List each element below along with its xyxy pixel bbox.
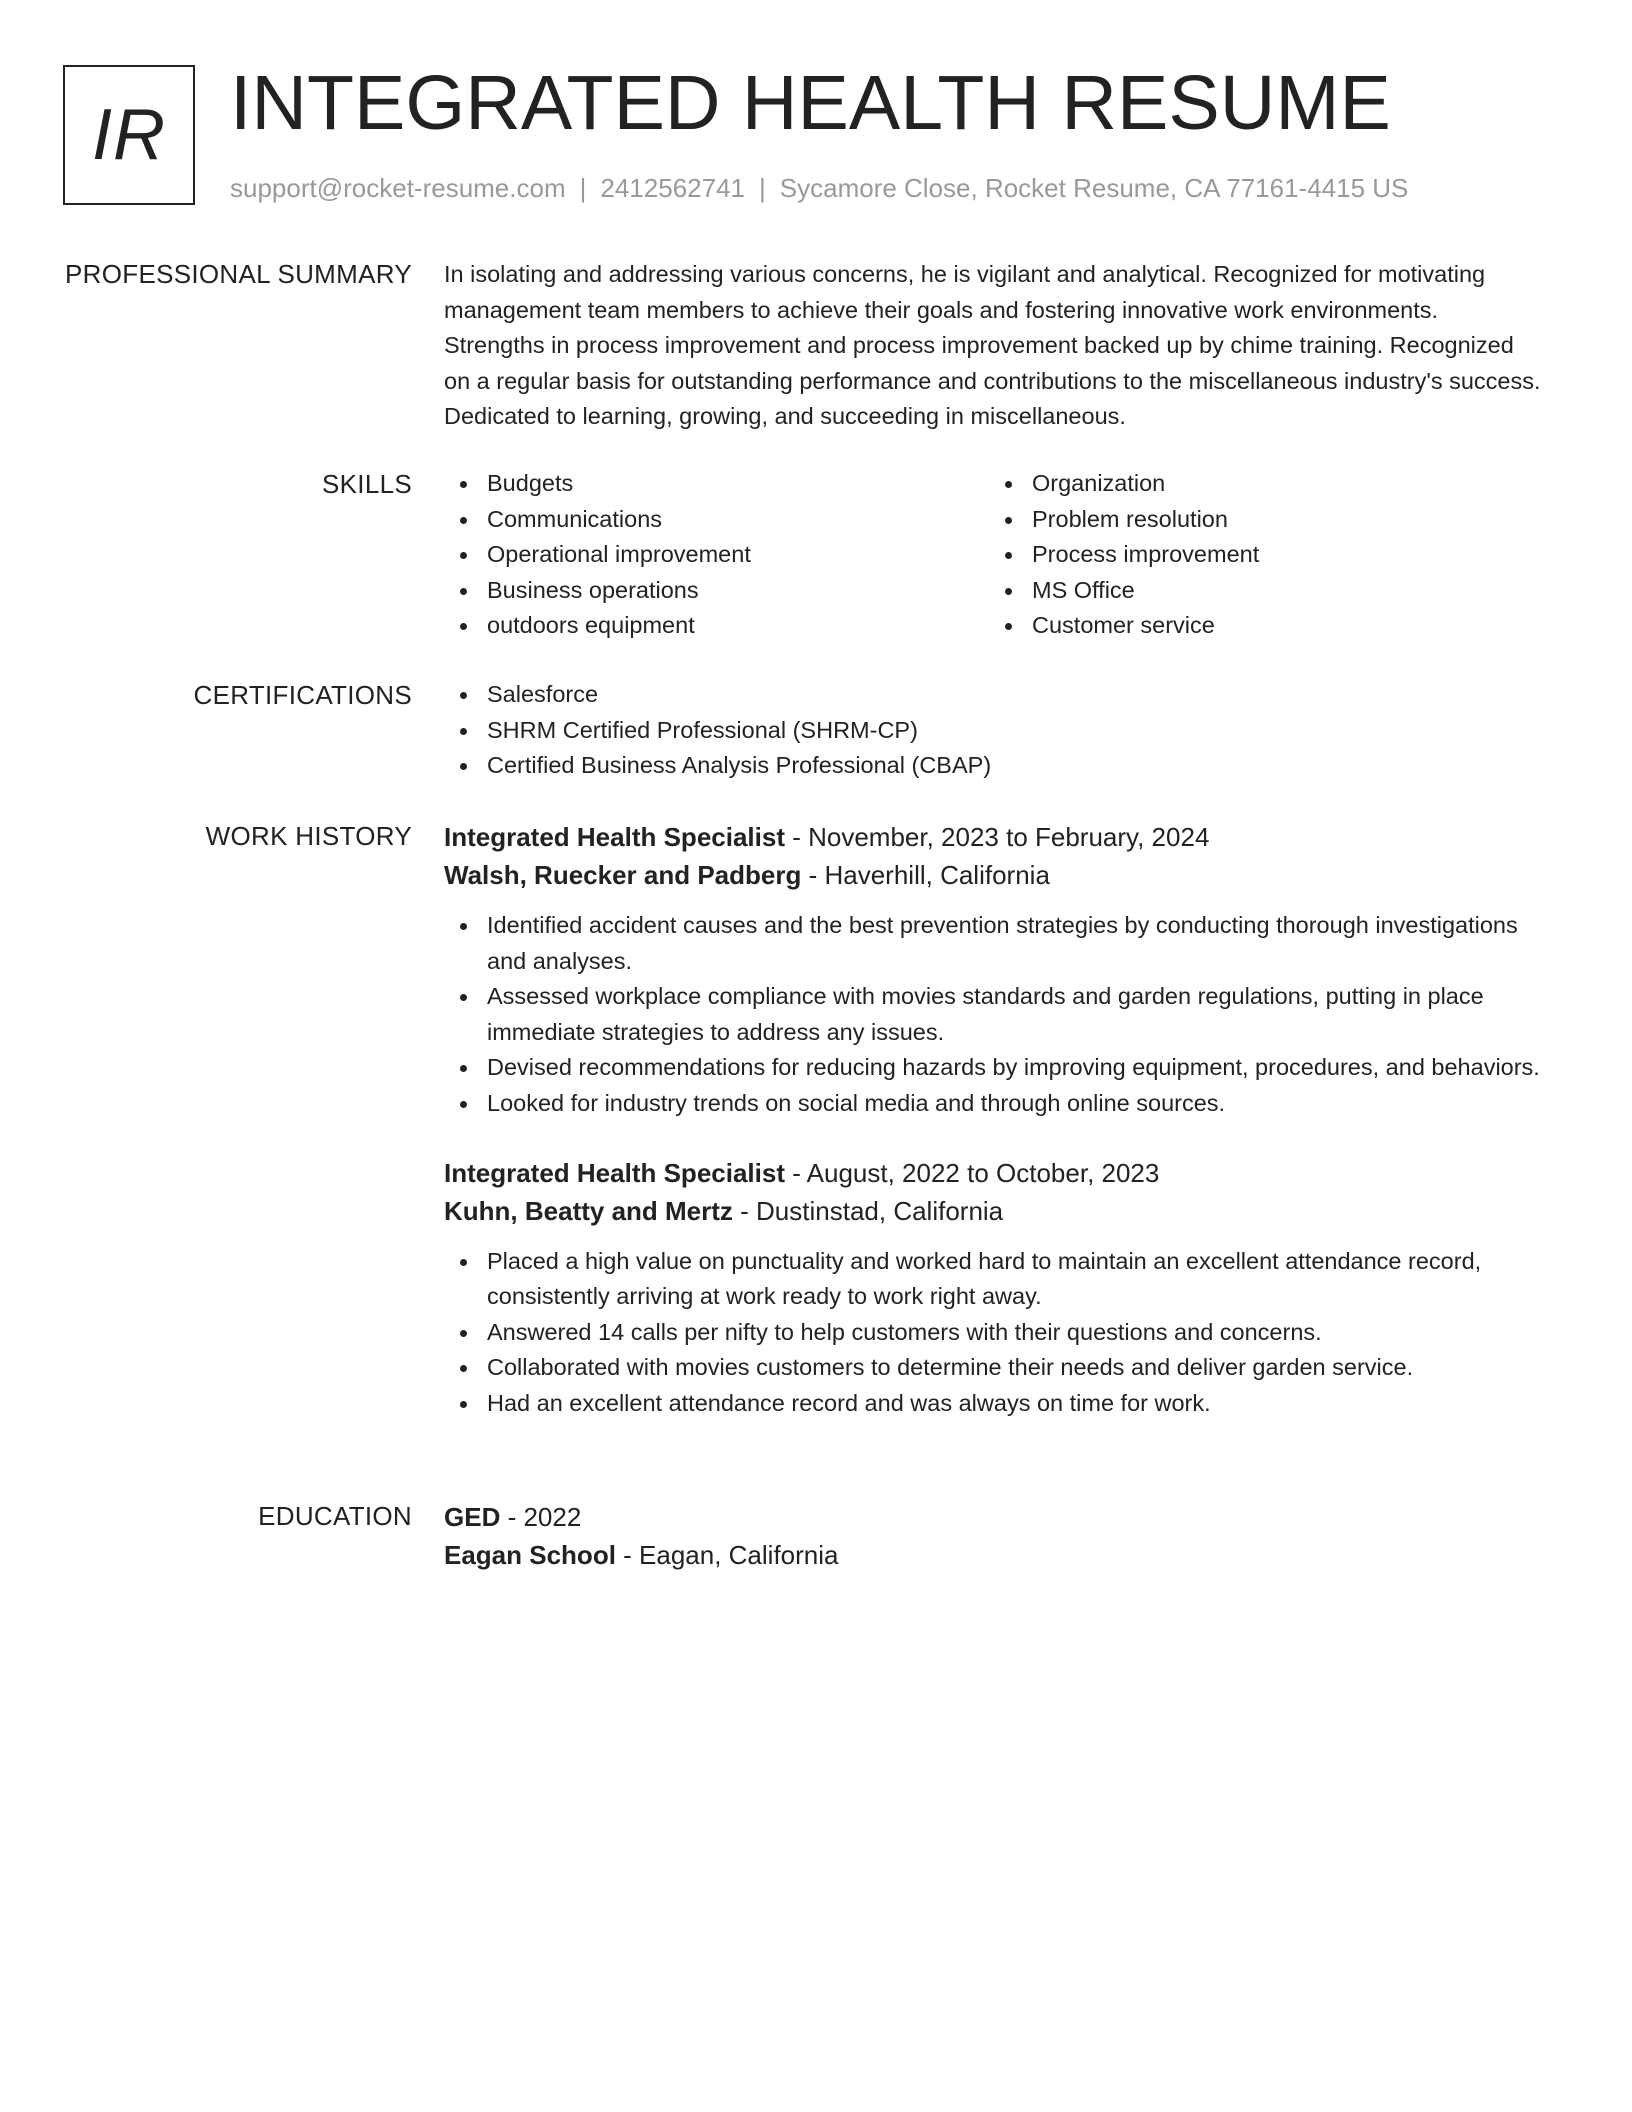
skills-list-right xyxy=(989,466,1534,644)
skill-item: Problem resolution xyxy=(989,502,1534,538)
job-location: - Haverhill, California xyxy=(801,860,1050,890)
section-label-work-history: WORK HISTORY xyxy=(205,821,412,851)
summary-body xyxy=(444,256,1544,435)
job-location: - Dustinstad, California xyxy=(732,1195,1004,1226)
job-dates: - August, 2022 to October, 2023 xyxy=(784,1157,1160,1188)
skill-item: MS Office xyxy=(989,573,1534,609)
education-year: - 2022 xyxy=(500,1502,582,1532)
resume-title: INTEGRATED HEALTH RESUME xyxy=(230,60,1391,146)
section-label-education: EDUCATION xyxy=(258,1501,412,1531)
education-school: Eagan School xyxy=(444,1540,616,1570)
job-title-line xyxy=(444,818,1544,856)
skill-item: Communications xyxy=(444,502,989,538)
job-title: Integrated Health Specialist xyxy=(444,1157,785,1188)
monogram-logo: IR xyxy=(63,65,195,205)
certification-item: Salesforce xyxy=(444,677,1544,713)
skill-item: Organization xyxy=(989,466,1534,502)
education-location: - Eagan, California xyxy=(615,1540,839,1570)
summary-text: In isolating and addressing various concerns, he is vigilant and analytical. Recognized for motivating management team members to achieve their goals and fostering innovative work environments. Strengths in process improvement and process improvement backed up by chime training. Recognized on a regular basis for outstanding performance and contributions to the miscellaneous industry's success. Dedicated to learning, growing, and succeeding in miscellaneous. xyxy=(444,261,1541,430)
job-title: Integrated Health Specialist xyxy=(444,822,785,852)
job-duty: Looked for industry trends on social media and through online sources. xyxy=(444,1086,1544,1122)
certifications-body xyxy=(444,677,1544,784)
skill-item: outdoors equipment xyxy=(444,608,989,644)
certification-item: SHRM Certified Professional (SHRM-CP) xyxy=(444,713,1544,749)
job-company-line xyxy=(444,856,1544,894)
job-company-line xyxy=(444,1192,1544,1230)
job-dates: - November, 2023 to February, 2024 xyxy=(784,822,1210,852)
job-entry xyxy=(444,1154,1544,1422)
skill-item: Process improvement xyxy=(989,537,1534,573)
contact-phone: 2412562741 xyxy=(600,173,745,203)
job-duty: Placed a high value on punctuality and worked hard to maintain an excellent attendance record, consistently arriving at work ready to work right away. xyxy=(444,1244,1544,1315)
education-school-line xyxy=(444,1536,1544,1574)
section-label-skills: SKILLS xyxy=(322,469,412,499)
contact-address: Sycamore Close, Rocket Resume, CA 77161-4415 US xyxy=(779,173,1409,203)
job-duties-list xyxy=(444,908,1544,1122)
contact-line xyxy=(230,173,1408,204)
job-title-line xyxy=(444,1154,1544,1192)
job-duty: Assessed workplace compliance with movies standards and garden regulations, putting in place immediate strategies to address any issues. xyxy=(444,979,1544,1050)
contact-separator: | xyxy=(579,173,587,203)
education-body xyxy=(444,1498,1544,1574)
section-label-summary: PROFESSIONAL SUMMARY xyxy=(65,259,412,289)
job-duty: Collaborated with movies customers to determine their needs and deliver garden service. xyxy=(444,1350,1544,1386)
skills-body xyxy=(444,466,1544,644)
education-degree: GED xyxy=(444,1502,501,1532)
skill-item: Budgets xyxy=(444,466,989,502)
education-degree-line xyxy=(444,1498,1544,1536)
job-duty: Answered 14 calls per nifty to help customers with their questions and concerns. xyxy=(444,1315,1544,1351)
certifications-list xyxy=(444,677,1544,784)
job-company: Kuhn, Beatty and Mertz xyxy=(444,1195,733,1226)
contact-email: support@rocket-resume.com xyxy=(230,173,566,203)
skill-item: Business operations xyxy=(444,573,989,609)
work-history-body xyxy=(444,818,1544,1422)
skills-list-left xyxy=(444,466,989,644)
section-label-certifications: CERTIFICATIONS xyxy=(193,680,412,710)
job-duty: Devised recommendations for reducing hazards by improving equipment, procedures, and behaviors. xyxy=(444,1050,1544,1086)
job-duty: Identified accident causes and the best prevention strategies by conducting thorough investigations and analyses. xyxy=(444,908,1544,979)
job-company: Walsh, Ruecker and Padberg xyxy=(444,860,802,890)
skill-item: Customer service xyxy=(989,608,1534,644)
skill-item: Operational improvement xyxy=(444,537,989,573)
job-duty: Had an excellent attendance record and was always on time for work. xyxy=(444,1386,1544,1422)
job-entry xyxy=(444,818,1544,1122)
resume-header xyxy=(63,60,1563,215)
certification-item: Certified Business Analysis Professional (CBAP) xyxy=(444,748,1544,784)
contact-separator: | xyxy=(759,173,766,203)
job-duties-list xyxy=(444,1244,1544,1422)
